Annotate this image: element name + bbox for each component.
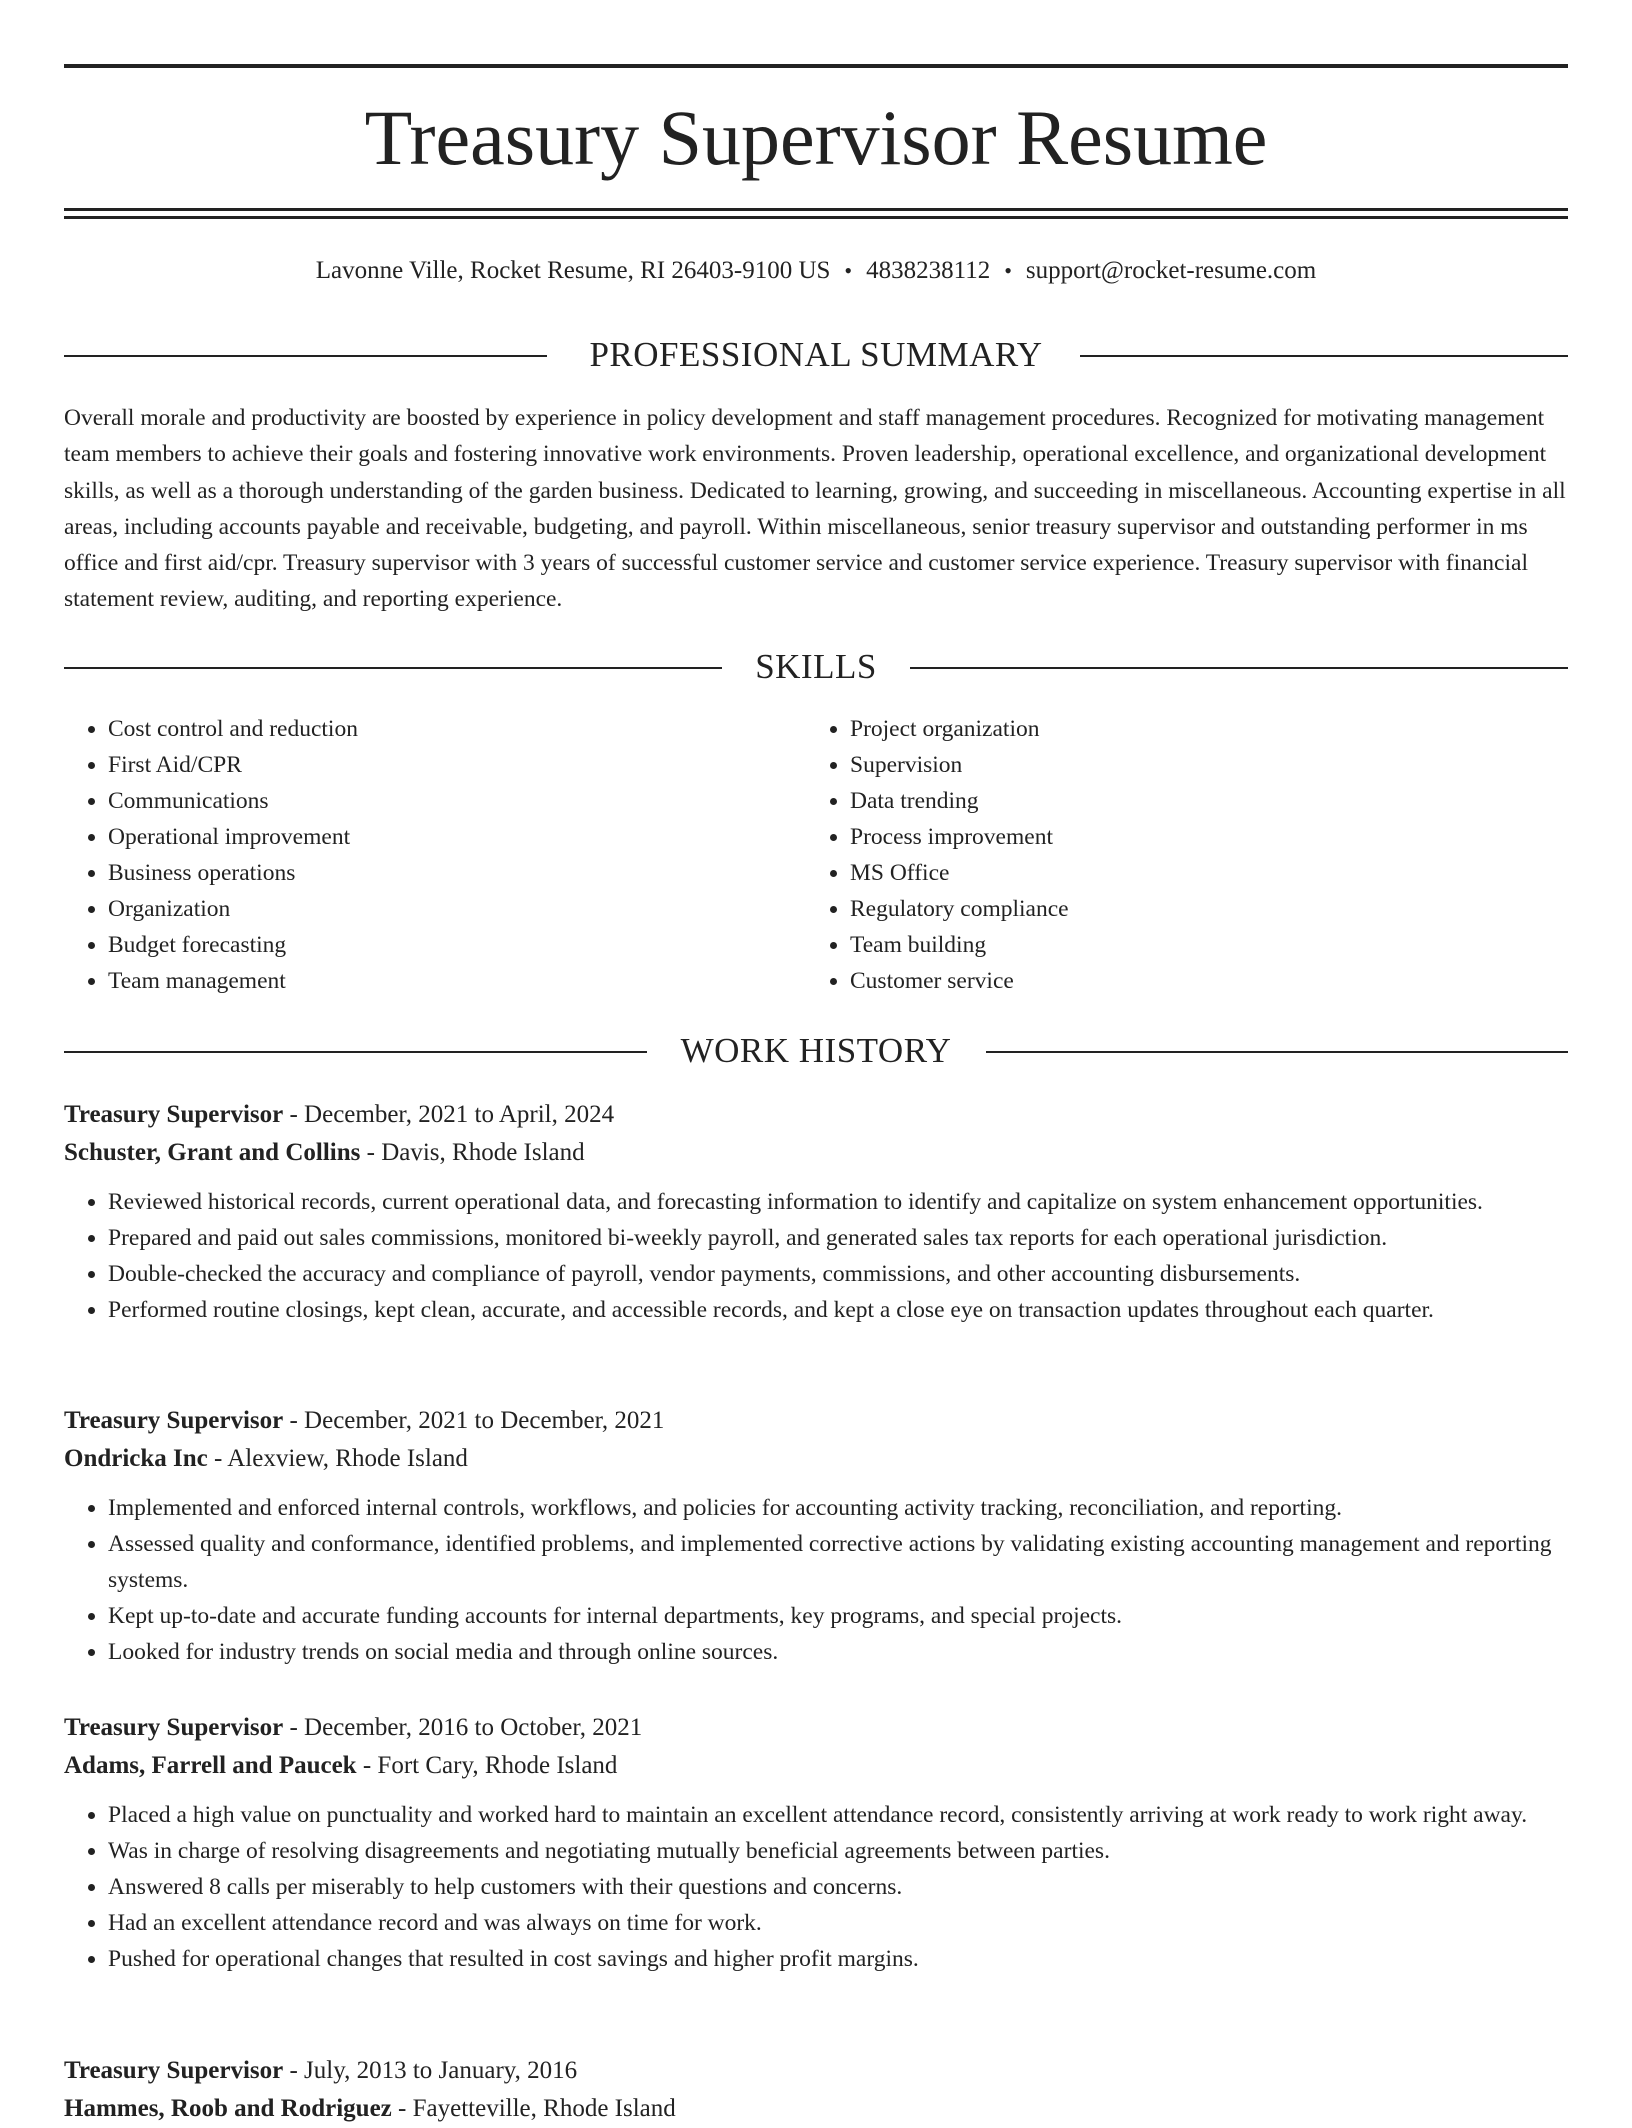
job-location: - Fayetteville, Rhode Island bbox=[391, 2095, 676, 2122]
contact-separator: • bbox=[844, 258, 853, 283]
job-duty: • Double-checked the accuracy and compliance of payroll, vendor payments, commissions, and other accounting disbursements. bbox=[108, 1256, 1568, 1292]
skill-item: • Team management bbox=[108, 963, 808, 999]
job-dates: - December, 2016 to October, 2021 bbox=[283, 1714, 643, 1741]
job-title-row bbox=[64, 2052, 1568, 2090]
job-location: - Davis, Rhode Island bbox=[360, 1139, 585, 1166]
job-title-row bbox=[64, 1096, 1568, 1134]
skill-item: • Team building bbox=[850, 927, 1550, 963]
skill-item: • Regulatory compliance bbox=[850, 891, 1550, 927]
contact-separator: • bbox=[1004, 258, 1012, 283]
skill-item: • Customer service bbox=[850, 963, 1550, 999]
job-company-row bbox=[64, 1747, 1568, 1785]
skill-item: • First Aid/CPR bbox=[108, 747, 808, 783]
job-dates: - December, 2021 to December, 2021 bbox=[283, 1407, 665, 1434]
job-duty: • Pushed for operational changes that resulted in cost savings and higher profit margins. bbox=[108, 1941, 1568, 1977]
skill-item: • Communications bbox=[108, 783, 808, 819]
job-company: Hammes, Roob and Rodriguez bbox=[64, 2095, 392, 2122]
skills-heading bbox=[64, 645, 1568, 689]
job-title: Treasury Supervisor bbox=[64, 2057, 284, 2084]
skill-item: • Budget forecasting bbox=[108, 927, 808, 963]
job-duty: • Prepared and paid out sales commissions, monitored bi-weekly payroll, and generated sales tax reports for each operational jurisdiction. bbox=[108, 1220, 1568, 1256]
job-company: Ondricka Inc bbox=[64, 1445, 208, 1472]
skill-item: • Data trending bbox=[850, 783, 1550, 819]
job-company-row bbox=[64, 1440, 1568, 1478]
header-bottom-rule-second bbox=[64, 216, 1568, 219]
summary-heading-label: PROFESSIONAL SUMMARY bbox=[589, 335, 1043, 374]
job-title: Treasury Supervisor bbox=[64, 1407, 284, 1434]
contact-address: Lavonne Ville, Rocket Resume, RI 26403-9100 US bbox=[315, 257, 831, 284]
job-duty: • Reviewed historical records, current operational data, and forecasting information to identify and capitalize on system enhancement opportunities. bbox=[108, 1184, 1568, 1220]
skills-column-right bbox=[806, 711, 1550, 999]
job-title-row bbox=[64, 1402, 1568, 1440]
job-duty: • Kept up-to-date and accurate funding accounts for internal departments, key programs, and special projects. bbox=[108, 1598, 1568, 1634]
summary-heading bbox=[64, 333, 1568, 377]
header-top-rule bbox=[64, 64, 1568, 68]
skill-item: • Project organization bbox=[850, 711, 1550, 747]
job-dates: - July, 2013 to January, 2016 bbox=[283, 2057, 578, 2084]
job-entry bbox=[64, 1402, 1568, 1670]
work-heading-label: WORK HISTORY bbox=[680, 1031, 952, 1070]
job-duty: • Had an excellent attendance record and was always on time for work. bbox=[108, 1905, 1568, 1941]
job-duty: • Assessed quality and conformance, identified problems, and implemented corrective actions by validating existing accounting management and reporting systems. bbox=[108, 1526, 1568, 1598]
job-entry bbox=[64, 2052, 1568, 2128]
job-duty: • Was in charge of resolving disagreements and negotiating mutually beneficial agreements between parties. bbox=[108, 1833, 1568, 1869]
skill-item: • Process improvement bbox=[850, 819, 1550, 855]
job-duty: • Performed routine closings, kept clean, accurate, and accessible records, and kept a close eye on transaction updates throughout each quarter. bbox=[108, 1292, 1568, 1328]
skill-item: • MS Office bbox=[850, 855, 1550, 891]
job-duties bbox=[64, 1797, 1568, 1977]
skill-item: • Supervision bbox=[850, 747, 1550, 783]
heading-rule-right bbox=[986, 1051, 1568, 1053]
job-duties bbox=[64, 1184, 1568, 1328]
work-heading bbox=[64, 1029, 1568, 1073]
contact-email: support@rocket-resume.com bbox=[1025, 257, 1317, 284]
job-entry bbox=[64, 1096, 1568, 1328]
job-title: Treasury Supervisor bbox=[64, 1101, 284, 1128]
job-duties bbox=[64, 1490, 1568, 1670]
job-dates: - December, 2021 to April, 2024 bbox=[283, 1101, 615, 1128]
job-location: - Alexview, Rhode Island bbox=[207, 1445, 468, 1472]
job-company-row bbox=[64, 2090, 1568, 2128]
contact-line bbox=[64, 254, 1568, 288]
job-title: Treasury Supervisor bbox=[64, 1714, 284, 1741]
skills-heading-label: SKILLS bbox=[755, 647, 877, 686]
skills-column-left bbox=[64, 711, 808, 999]
job-entry bbox=[64, 1709, 1568, 1977]
contact-phone: 4838238112 bbox=[866, 257, 991, 284]
job-duty: • Placed a high value on punctuality and worked hard to maintain an excellent attendance record, consistently arriving at work ready to work right away. bbox=[108, 1797, 1568, 1833]
job-location: - Fort Cary, Rhode Island bbox=[356, 1752, 618, 1779]
job-company-row bbox=[64, 1134, 1568, 1172]
heading-rule-right bbox=[910, 667, 1568, 669]
job-company: Adams, Farrell and Paucek bbox=[64, 1752, 357, 1779]
job-duty: • Looked for industry trends on social media and through online sources. bbox=[108, 1634, 1568, 1670]
job-duty: • Implemented and enforced internal controls, workflows, and policies for accounting activity tracking, reconciliation, and reporting. bbox=[108, 1490, 1568, 1526]
skill-item: • Cost control and reduction bbox=[108, 711, 808, 747]
job-duty: • Answered 8 calls per miserably to help customers with their questions and concerns. bbox=[108, 1869, 1568, 1905]
job-title-row bbox=[64, 1709, 1568, 1747]
heading-rule-right bbox=[1080, 355, 1568, 357]
header-bottom-rule bbox=[64, 208, 1568, 211]
skill-item: • Organization bbox=[108, 891, 808, 927]
summary-text: Overall morale and productivity are boosted by experience in policy development and staff management procedures. Recognized for motivating management team members to achieve their goals and fostering innovative work environments. Proven leadership, operational excellence, and organizational development skills, as well as a thorough understanding of the garden business. Dedicated to learning, growing, and succeeding in miscellaneous. Accounting expertise in all areas, including accounts payable and receivable, budgeting, and payroll. Within miscellaneous, senior treasury supervisor and outstanding performer in ms office and first aid/cpr. Treasury supervisor with 3 years of successful customer service and customer service experience. Treasury supervisor with financial statement review, auditing, and reporting experience. bbox=[64, 405, 1566, 613]
skill-item: • Business operations bbox=[108, 855, 808, 891]
skill-item: • Operational improvement bbox=[108, 819, 808, 855]
job-company: Schuster, Grant and Collins bbox=[64, 1139, 361, 1166]
page-title: Treasury Supervisor Resume bbox=[364, 94, 1268, 181]
